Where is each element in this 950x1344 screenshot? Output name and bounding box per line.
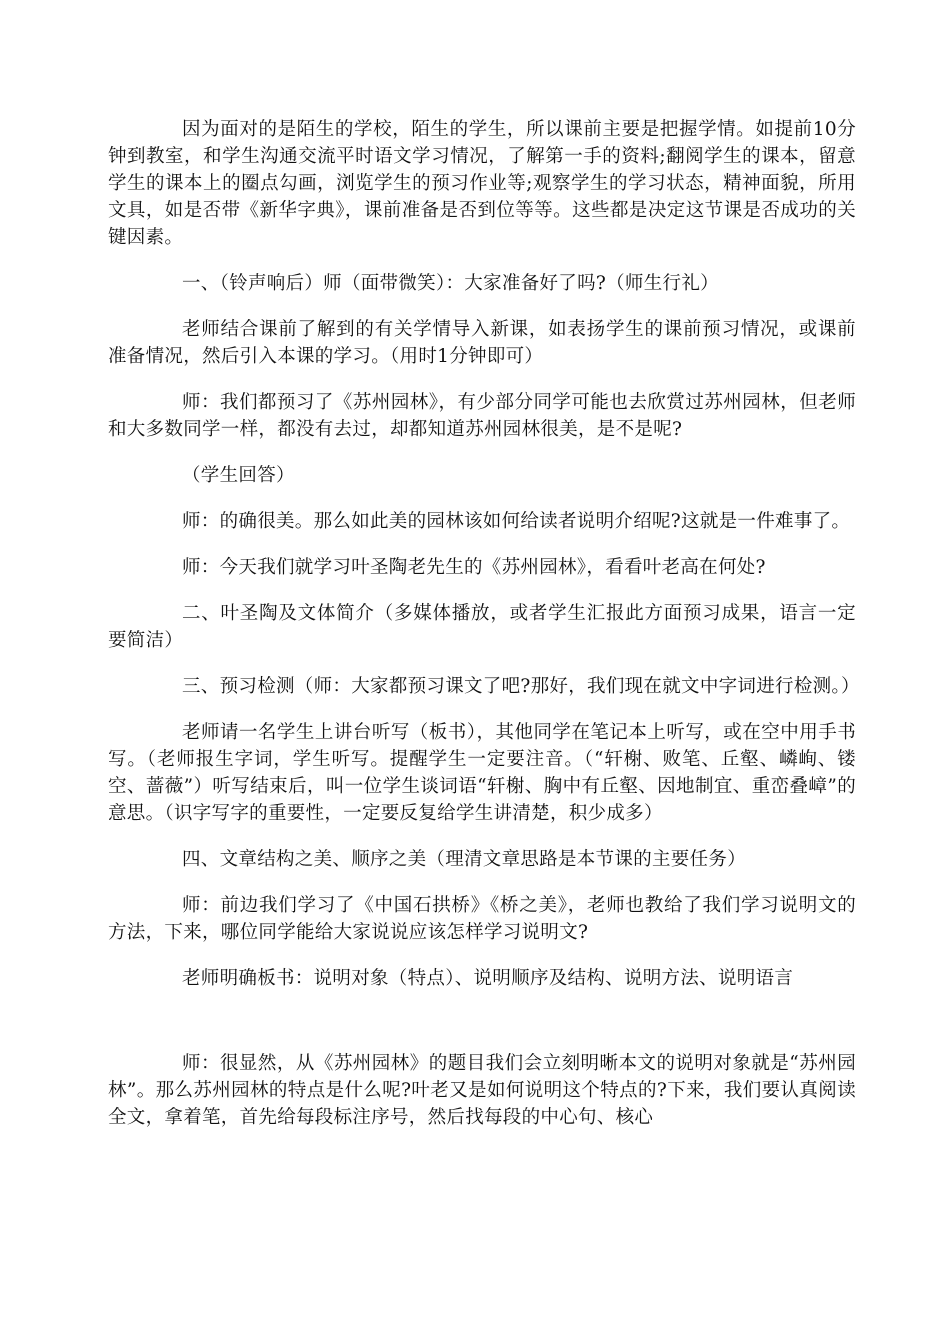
paragraph-teacher-review: 师：前边我们学习了《中国石拱桥》《桥之美》，老师也教给了我们学习说明文的方法，下来，哪位同学能给大家说说应该怎样学习说明文?	[108, 895, 856, 943]
paragraph-step-two: 二、叶圣陶及文体简介（多媒体播放，或者学生汇报此方面预习成果，语言一定要简洁）	[108, 603, 856, 651]
paragraph-lead-in: 老师结合课前了解到的有关学情导入新课，如表扬学生的课前预习情况，或课前准备情况，然后引入本课的学习。（用时1分钟即可）	[108, 319, 856, 367]
paragraph-teacher-remark: 师：的确很美。那么如此美的园林该如何给读者说明介绍呢?这就是一件难事了。	[182, 511, 851, 532]
paragraph-student-answer: （学生回答）	[182, 465, 295, 486]
paragraph-teacher-analysis: 师：很显然，从《苏州园林》的题目我们会立刻明晰本文的说明对象就是“苏州园林”。那么苏州园林的特点是什么呢?叶老又是如何说明这个特点的?下来，我们要认真阅读全文，拿着笔，首先给每段标注序号，然后找每段的中心句、核心	[108, 1053, 856, 1128]
document-body	[108, 116, 860, 1150]
paragraph-step-one: 一、（铃声响后）师（面带微笑）：大家准备好了吗?（师生行礼）	[182, 273, 719, 294]
paragraph-dictation: 老师请一名学生上讲台听写（板书），其他同学在笔记本上听写，或在空中用手书写。（老师报生字词，学生听写。提醒学生一定要注音。（“轩榭、败笔、丘壑、嶙峋、镂空、蔷薇”）听写结束后，叫一位学生谈词语“轩榭、胸中有丘壑、因地制宜、重峦叠嶂”的意思。（识字写字的重要性，一定要反复给学生讲清楚，积少成多）	[108, 722, 856, 824]
paragraph-step-three: 三、预习检测（师：大家都预习课文了吧?那好，我们现在就文中字词进行检测。）	[182, 676, 860, 697]
paragraph-teacher-today: 师：今天我们就学习叶圣陶老先生的《苏州园林》，看看叶老高在何处?	[182, 557, 766, 578]
paragraph-board-notes: 老师明确板书：说明对象（特点）、说明顺序及结构、说明方法、说明语言	[182, 968, 794, 989]
paragraph-intro: 因为面对的是陌生的学校，陌生的学生，所以课前主要是把握学情。如提前10分钟到教室，和学生沟通交流平时语文学习情况，了解第一手的资料;翻阅学生的课本，留意学生的课本上的圈点勾画，浏览学生的预习作业等;观察学生的学习状态，精神面貌，所用文具，如是否带《新华字典》，课前准备是否到位等等。这些都是决定这节课是否成功的关键因素。	[108, 119, 856, 248]
paragraph-teacher-question: 师：我们都预习了《苏州园林》，有少部分同学可能也去欣赏过苏州园林，但老师和大多数同学一样，都没有去过，却都知道苏州园林很美，是不是呢?	[108, 392, 856, 440]
paragraph-step-four: 四、文章结构之美、顺序之美（理清文章思路是本节课的主要任务）	[182, 849, 747, 870]
